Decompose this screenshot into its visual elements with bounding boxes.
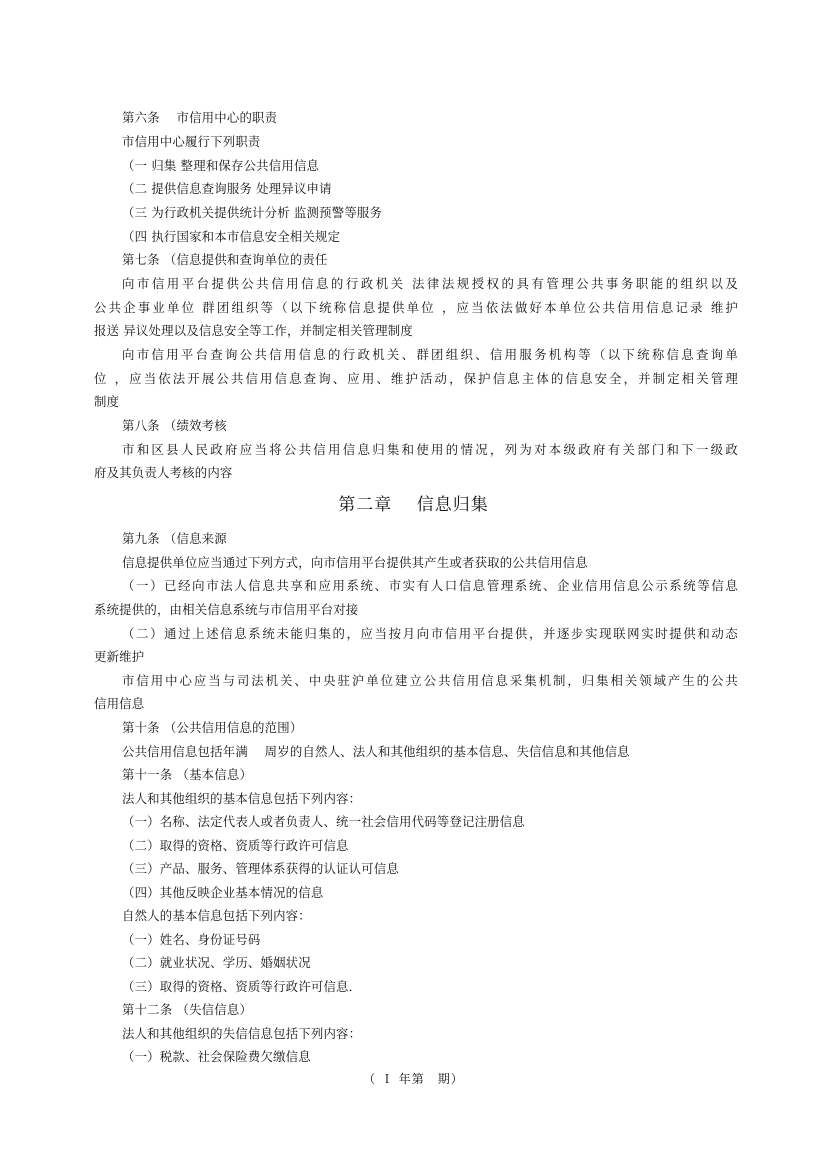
- text-line: 府及其负责人考核的内容: [94, 465, 233, 480]
- article-7-title: 第七条 （信息提供和查询单位的责任: [122, 252, 328, 267]
- text-line: 市和区县人民政府应当将公共信用信息归集和使用的情况，列为对本级政府有关部门和下一级政: [122, 442, 738, 457]
- text-line: （三）产品、服务、管理体系获得的认证认可信息: [122, 861, 399, 876]
- text-line: 向市信用平台查询公共信用信息的行政机关、群团组织、信用服务机构等（以下统称信息查询单: [122, 347, 738, 362]
- text-line: （四 执行国家和本市信息安全相关规定: [122, 229, 341, 244]
- text-line: 自然人的基本信息包括下列内容：: [122, 908, 311, 923]
- text-line: 系统提供的，由相关信息系统与市信用平台对接: [94, 602, 359, 617]
- text-line: 向市信用平台提供公共信用信息的行政机关 法律法规授权的具有管理公共事务职能的组织以及: [122, 276, 738, 291]
- text-line: 公共企事业单位 群团组织等（以下统称信息提供单位 ，应当依法做好本单位公共信用信息记录 维护: [94, 300, 738, 315]
- text-line: （二 提供信息查询服务 处理异议申请: [122, 181, 332, 196]
- text-line: 法人和其他组织的基本信息包括下列内容：: [122, 791, 362, 806]
- text-line: 更新维护: [94, 649, 145, 664]
- text-line: 市信用中心履行下列职责: [122, 134, 261, 149]
- text-line: 公共信用信息包括年满 周岁的自然人、法人和其他组织的基本信息、失信信息和其他信息: [122, 744, 630, 759]
- text-line: （一 归集 整理和保存公共信用信息: [122, 158, 320, 173]
- text-line: 市信用中心应当与司法机关、中央驻沪单位建立公共信用信息采集机制，归集相关领域产生的公共: [122, 673, 738, 688]
- text-line: （一）姓名、身份证号码: [122, 932, 261, 947]
- article-12-title: 第十二条 （失信信息）: [122, 1002, 253, 1017]
- text-line: 法人和其他组织的失信信息包括下列内容：: [122, 1026, 362, 1041]
- text-line: （一）税款、社会保险费欠缴信息: [122, 1049, 311, 1064]
- article-11-title: 第十一条 （基本信息）: [122, 767, 253, 782]
- text-line: （二）通过上述信息系统未能归集的，应当按月向市信用平台提供，并逐步实现联网实时提供和动态: [122, 626, 738, 641]
- text-line: （四）其他反映企业基本情况的信息: [122, 885, 324, 900]
- text-line: 位 ，应当依法开展公共信用信息查询、应用、维护活动，保护信息主体的信息安全，并制定相关管理: [94, 371, 738, 386]
- text-line: （三 为行政机关提供统计分析 监测预警等服务: [122, 205, 383, 220]
- text-line: 制度: [94, 394, 120, 409]
- issue-footer: （ Ｉ 年第 期）: [363, 1072, 464, 1086]
- text-line: （一）已经向市法人信息共享和应用系统、市实有人口信息管理系统、企业信用信息公示系统等信息: [122, 578, 738, 593]
- article-6-title: 第六条 市信用中心的职责: [122, 110, 278, 125]
- text-line: 信用信息: [94, 696, 145, 711]
- text-line: 报送 异议处理以及信息安全等工作，并制定相关管理制度: [94, 323, 413, 338]
- article-10-title: 第十条 （公共信用信息的范围）: [122, 720, 303, 735]
- text-line: （一）名称、法定代表人或者负责人、统一社会信用代码等登记注册信息: [122, 814, 525, 829]
- chapter-title: 第二章 信息归集: [338, 495, 489, 515]
- text-line: （二）取得的资格、资质等行政许可信息: [122, 838, 349, 853]
- text-line: （二）就业状况、学历、婚姻状况: [122, 955, 311, 970]
- article-9-title: 第九条 （信息来源: [122, 531, 227, 546]
- article-8-title: 第八条 （绩效考核: [122, 418, 227, 433]
- text-line: 信息提供单位应当通过下列方式，向市信用平台提供其产生或者获取的公共信用信息: [122, 555, 588, 570]
- text-line: （三）取得的资格、资质等行政许可信息．: [122, 979, 362, 994]
